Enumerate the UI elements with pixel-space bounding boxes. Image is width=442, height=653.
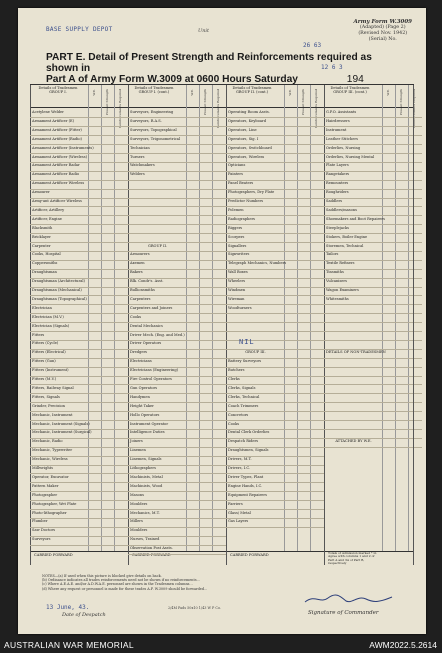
row-rule bbox=[128, 500, 226, 501]
trade-label: Bullionsmiths bbox=[130, 288, 155, 292]
trade-label: Roughriders bbox=[326, 190, 349, 195]
totals-note: Totals of Admission marked * in Agree with columns 1 and 2 of Part A and 3A of Part B, respectively bbox=[328, 551, 377, 566]
trade-label: Pattern Maker bbox=[32, 483, 59, 488]
form-ref-line4: (Serial) No. bbox=[368, 37, 397, 42]
trade-label: Draughtsman bbox=[32, 270, 57, 275]
form-ref-line3: (Revised Nov. 1942) bbox=[358, 31, 408, 36]
strength-table bbox=[30, 84, 414, 565]
trade-label: Armament Artificer (Radio) bbox=[32, 136, 82, 141]
trade-label: Electricians bbox=[130, 359, 152, 364]
nil-stamp: NIL bbox=[239, 338, 255, 346]
trade-label: Cooks bbox=[228, 421, 240, 426]
trade-label: Surveyors, Topographical bbox=[130, 127, 177, 132]
carried-forward-2: CARRIED FORWARD bbox=[132, 553, 171, 557]
sub-column-divider bbox=[186, 85, 187, 551]
sub-column-divider bbox=[284, 85, 285, 551]
trade-label: Bricklayer bbox=[32, 234, 51, 239]
row-rule bbox=[226, 313, 324, 314]
row-rule bbox=[30, 153, 128, 154]
notes-block bbox=[42, 574, 412, 591]
row-rule bbox=[226, 331, 324, 332]
trade-label: Armament Artificer Radar bbox=[32, 163, 80, 168]
trade-label: Coppersmiths bbox=[32, 261, 58, 266]
title-line1: PART E. Detail of Present Strength and Reinforcements required as shown in bbox=[46, 52, 372, 74]
trade-label: Tailors bbox=[326, 252, 339, 257]
form-ref-line1: Army Form W.3009 bbox=[353, 19, 412, 25]
trade-label: Operators, Wireless bbox=[228, 154, 265, 159]
row-rule bbox=[226, 153, 324, 154]
trade-label: Gun Operators bbox=[130, 385, 158, 390]
row-rule bbox=[324, 447, 422, 448]
row-rule bbox=[30, 322, 128, 323]
row-rule bbox=[128, 233, 226, 234]
trade-label: Cooks bbox=[130, 314, 142, 319]
row-rule bbox=[324, 358, 422, 359]
trade-label: Armourers bbox=[130, 252, 150, 257]
row-rule bbox=[324, 367, 422, 368]
row-rule bbox=[324, 384, 422, 385]
trade-label: Scorpers bbox=[228, 234, 245, 239]
trade-label: Clerks bbox=[228, 377, 240, 381]
trade-label: Surveyors bbox=[32, 537, 51, 542]
sub-column-divider bbox=[297, 85, 298, 551]
note-c: (c) Where A.E.A.E. and/or A.D.W.A.E. personnel are shown in the Tradesmen columns... bbox=[42, 582, 193, 587]
form-ref-line2: (Adapted) (Page 2) bbox=[359, 25, 406, 30]
group-column-divider bbox=[324, 85, 325, 565]
row-rule bbox=[324, 402, 422, 403]
sub-column-divider bbox=[101, 85, 102, 551]
trade-label: Artificer, Engine bbox=[32, 216, 62, 221]
accession-number: AWM2022.5.2614 bbox=[369, 640, 437, 650]
row-rule bbox=[324, 331, 422, 332]
note-a: NOTES—(a) If used when this picture is blocked give details on back. bbox=[42, 574, 162, 578]
trade-label: Photographer bbox=[32, 492, 58, 497]
row-rule bbox=[226, 144, 324, 145]
trade-label: Mechanic, Instrument (Surgical) bbox=[32, 430, 92, 435]
row-rule bbox=[324, 313, 422, 314]
trade-label: Whitesmiths bbox=[326, 296, 349, 301]
trade-label: Textile Refiners bbox=[326, 261, 355, 266]
trade-label: Carpenter bbox=[32, 243, 51, 248]
column-header-required: Reinforcements Required bbox=[412, 89, 416, 128]
trade-label: Dental Mechanics bbox=[130, 323, 163, 328]
trade-label: Machinists, Wood bbox=[130, 483, 163, 488]
trade-label: Painters bbox=[228, 172, 243, 177]
trade-label: Drivers, I.C. bbox=[228, 466, 251, 470]
archive-footer bbox=[0, 636, 442, 653]
trade-label: Welders bbox=[130, 172, 145, 177]
trade-label: Signwriters bbox=[228, 252, 250, 257]
trade-label: Gas Layers bbox=[228, 519, 249, 524]
form-reference bbox=[353, 19, 412, 43]
sub-column-divider bbox=[408, 85, 409, 551]
trade-label: Clerks, Signals bbox=[228, 385, 256, 390]
trade-label: Surveyors, Trigonometrical bbox=[130, 136, 181, 141]
trade-label: Drivers, M.T. bbox=[228, 457, 252, 462]
row-rule bbox=[324, 340, 422, 341]
trade-label: Watchmakers bbox=[130, 163, 155, 168]
trade-label: Armament Artificer Wireless bbox=[32, 181, 85, 186]
year: 194 bbox=[346, 74, 364, 85]
trade-label: Handymen bbox=[130, 394, 150, 399]
row-rule bbox=[226, 420, 324, 421]
trade-label: Armament Artificer (E) bbox=[32, 118, 75, 123]
signature-image bbox=[300, 592, 400, 606]
group1b-header: Details of Tradesmen GROUP I. (cont.) bbox=[134, 86, 174, 95]
row-rule bbox=[30, 509, 128, 510]
trade-label: Operator, Excavator bbox=[32, 474, 69, 479]
row-rule bbox=[30, 545, 128, 546]
trade-label: Saddlers/masons bbox=[326, 207, 357, 212]
trade-label: Draughtsmen, Signals bbox=[228, 448, 269, 453]
trade-label: Carpenters and Joiners bbox=[130, 305, 173, 310]
trade-label: Signallers bbox=[228, 243, 247, 248]
trade-label: Operators, Switchboard bbox=[228, 145, 272, 150]
trade-label: Electrician (Signals) bbox=[32, 323, 70, 328]
row-rule bbox=[324, 233, 422, 234]
trade-label: Predictor Numbers bbox=[228, 199, 264, 203]
trade-label: Turners bbox=[130, 154, 145, 159]
trade-label: Intelligence Duties bbox=[130, 430, 165, 435]
trade-label: Panel Beaters bbox=[228, 181, 254, 186]
row-rule bbox=[128, 554, 226, 555]
column-header-required: Reinforcements Required bbox=[216, 89, 220, 128]
trade-label: Fitters (Instrument) bbox=[32, 368, 69, 373]
trade-label: Fitters (Cycle) bbox=[32, 341, 59, 346]
column-header-present: Present Strength bbox=[301, 89, 305, 116]
trade-label: Radiographers bbox=[228, 216, 256, 221]
row-rule bbox=[324, 393, 422, 394]
column-header-required: Reinforcements Required bbox=[118, 89, 122, 128]
row-rule bbox=[226, 500, 324, 501]
trade-label: Armament Artificer Radio bbox=[32, 172, 80, 177]
trade-label: Fitters bbox=[32, 332, 45, 337]
row-rule bbox=[128, 242, 226, 243]
trade-label: Millers bbox=[130, 519, 143, 524]
trade-label: Photo-lithographer bbox=[32, 510, 67, 515]
trade-label: Instrument Operator bbox=[130, 421, 169, 426]
trade-label: Electricians (Engineering) bbox=[130, 368, 179, 373]
trade-label: Mechanic, Wireless bbox=[32, 457, 68, 462]
trade-label: Tinsmiths bbox=[326, 270, 344, 275]
trade-label: Plumber bbox=[32, 519, 48, 524]
group1-header: Details of Tradesmen GROUP I. bbox=[38, 86, 78, 95]
trade-label: Coach Trimmers bbox=[228, 403, 259, 408]
row-rule bbox=[324, 376, 422, 377]
trade-label: Surveyors, Engineering bbox=[130, 110, 174, 114]
trade-label: Orderlies, Nursing Mental bbox=[326, 154, 375, 159]
row-rule bbox=[324, 153, 422, 154]
row-rule bbox=[128, 198, 226, 199]
row-rule bbox=[226, 242, 324, 243]
trade-label: Butchers bbox=[228, 368, 245, 373]
trade-label: Observation Post Assts. bbox=[130, 546, 173, 551]
column-header-we: W.E. bbox=[190, 89, 194, 96]
sub-column-divider bbox=[382, 85, 383, 551]
row-rule bbox=[128, 189, 226, 190]
trade-label: Mechanic, Instrument (Signals) bbox=[32, 421, 90, 426]
column-header-present: Present Strength bbox=[203, 89, 207, 116]
trade-label: Height Taker bbox=[130, 403, 154, 408]
trade-label: Polemen bbox=[228, 207, 244, 212]
despatch-date-stamp: 13 June, 43. bbox=[46, 604, 90, 611]
carried-forward-1: CARRIED FORWARD bbox=[34, 553, 73, 557]
row-rule bbox=[128, 206, 226, 207]
row-rule bbox=[128, 313, 226, 314]
trade-label: Linemen bbox=[130, 448, 146, 453]
row-rule bbox=[30, 144, 128, 145]
column-header-present: Present Strength bbox=[399, 89, 403, 116]
trade-label: Mechanic, Instrument bbox=[32, 412, 73, 417]
printer-line: 2/4M Pads 50x10 1/43 W P Co. bbox=[168, 606, 222, 610]
trade-label: Fitters (Gun) bbox=[32, 359, 56, 364]
trade-label: Instrument bbox=[326, 127, 347, 132]
form-sheet bbox=[18, 8, 426, 634]
table-right-border bbox=[413, 85, 414, 565]
trade-label: Armament Artificer (Wireless) bbox=[32, 154, 87, 159]
trade-label: Artificer, Artillery bbox=[32, 207, 65, 212]
trade-label: Mechanic, Radio bbox=[32, 439, 63, 444]
sub-column-divider bbox=[114, 85, 115, 551]
trade-label: Mechanic, Typewriter bbox=[32, 448, 73, 453]
unit-stamp: BASE SUPPLY DEPOT bbox=[46, 26, 113, 33]
trade-label: Battery Surveyors bbox=[228, 359, 262, 364]
row-rule bbox=[226, 349, 324, 350]
sub-column-divider bbox=[212, 85, 213, 551]
trade-label: Armament Artificer (Instruments) bbox=[32, 145, 94, 150]
trade-label: Storemen, Technical bbox=[326, 243, 364, 248]
trade-label: Clerks, Technical bbox=[228, 394, 260, 399]
trade-label: DETAILS OF NON-TRADESMEN bbox=[326, 350, 386, 355]
trade-label: Engine Hands, I.C. bbox=[228, 483, 263, 488]
row-rule bbox=[128, 224, 226, 225]
trade-label: Bakers bbox=[130, 270, 143, 275]
trade-label: Vulcanisers bbox=[326, 279, 347, 284]
row-rule bbox=[226, 411, 324, 412]
trade-label: Saw Doctors bbox=[32, 528, 56, 533]
trade-label: G.P.O. Assistants bbox=[326, 110, 357, 114]
trade-label: Army-ant Artificer Wireless bbox=[32, 199, 82, 203]
row-rule bbox=[324, 411, 422, 412]
trade-label: Windmen bbox=[228, 288, 246, 292]
row-rule bbox=[128, 331, 226, 332]
trade-label: Remounters bbox=[326, 181, 349, 186]
trade-label: Dredgers bbox=[130, 350, 148, 355]
trade-label: Wall Boxes bbox=[228, 270, 248, 275]
trade-label: Saddlers bbox=[326, 199, 343, 203]
date-of-despatch-label: Date of Despatch bbox=[62, 612, 106, 618]
trade-label: Steeplejacks bbox=[326, 225, 350, 230]
column-header-required: Reinforcements Required bbox=[314, 89, 318, 128]
trade-label: Acetylene Welder bbox=[32, 110, 64, 114]
trade-label: Moulders bbox=[130, 528, 148, 533]
trade-label: Driver Operators bbox=[130, 341, 162, 346]
trade-label: Leather Stitchers bbox=[326, 136, 358, 141]
trade-label: Fitters (M.V.) bbox=[32, 377, 57, 381]
trade-label: Wireman bbox=[228, 296, 245, 301]
row-rule bbox=[324, 429, 422, 430]
trade-label: Millwrights bbox=[32, 466, 53, 470]
trade-label: Shoemakers and Boot Repairers bbox=[326, 216, 385, 221]
trade-label: Draughtsman (Architectural) bbox=[32, 279, 85, 284]
row-rule bbox=[128, 509, 226, 510]
trade-label: Armourer bbox=[32, 190, 50, 195]
trade-label: Woodturners bbox=[228, 305, 252, 310]
trade-label: Masons bbox=[130, 492, 144, 497]
form-title bbox=[46, 52, 406, 85]
trade-label: Operating Room Assts. bbox=[228, 110, 270, 114]
trade-label: GROUP III. bbox=[245, 350, 266, 355]
trade-label: Linemen, Signals bbox=[130, 457, 162, 462]
carried-forward-3: CARRIED FORWARD bbox=[230, 553, 269, 557]
trade-label: Electrician bbox=[32, 305, 52, 310]
trade-label: Joiners bbox=[130, 439, 143, 444]
sub-column-divider bbox=[199, 85, 200, 551]
row-rule bbox=[128, 411, 226, 412]
trade-label: Riggers bbox=[228, 225, 243, 230]
trade-label: Wagon Examiners bbox=[326, 288, 359, 292]
row-rule bbox=[226, 527, 324, 528]
trade-label: Blacksmith bbox=[32, 225, 53, 230]
trade-label: Opticians bbox=[228, 163, 246, 168]
trade-label: Surveyors, R.A.S. bbox=[130, 118, 162, 123]
trade-label: GROUP II. bbox=[147, 243, 168, 248]
row-rule bbox=[30, 500, 128, 501]
trade-label: Plate Layers bbox=[326, 163, 349, 168]
date-stamp: 12 6 3 bbox=[321, 64, 343, 71]
archive-name: AUSTRALIAN WAR MEMORIAL bbox=[4, 640, 134, 650]
group-column-divider bbox=[30, 85, 31, 565]
row-rule bbox=[128, 180, 226, 181]
title-line2: Part A of Army Form W.3009 at 0600 Hours Saturday bbox=[46, 74, 298, 85]
row-rule bbox=[226, 322, 324, 323]
trade-label: Grinder, Precision bbox=[32, 403, 65, 408]
sub-column-divider bbox=[395, 85, 396, 551]
trade-label: Hollo Operators bbox=[130, 412, 160, 417]
row-rule bbox=[128, 215, 226, 216]
row-rule bbox=[30, 420, 128, 421]
row-rule bbox=[30, 233, 128, 234]
trade-label: Photographer, Wet Plate bbox=[32, 501, 77, 506]
trade-label: Carpenters bbox=[130, 296, 151, 301]
trade-label: Moulders bbox=[130, 501, 148, 506]
trade-label: Wheelers bbox=[228, 279, 246, 284]
trade-label: Operators, Sig. I bbox=[228, 136, 259, 141]
row-rule bbox=[324, 304, 422, 305]
row-rule bbox=[324, 242, 422, 243]
row-rule bbox=[324, 251, 422, 252]
trade-label: Fitters, Railway Signal bbox=[32, 385, 74, 390]
row-rule bbox=[30, 242, 128, 243]
sub-column-divider bbox=[310, 85, 311, 551]
row-rule bbox=[128, 153, 226, 154]
note-d: (d) Where any request or personnel is made for these trades A.F. W.3009 should be forwarded... bbox=[42, 586, 208, 591]
row-rule bbox=[226, 509, 324, 510]
group-column-divider bbox=[226, 85, 227, 565]
trade-label: Lithographers bbox=[130, 466, 156, 470]
trade-label: Blk. Condr's. Asst. bbox=[130, 279, 164, 284]
trade-label: Operators, Line bbox=[228, 127, 257, 132]
trade-label: Fitters, Signals bbox=[32, 394, 60, 399]
row-rule bbox=[128, 420, 226, 421]
trade-label: Cooks, Hospital bbox=[32, 252, 61, 257]
column-header-present: Present Strength bbox=[105, 89, 109, 116]
row-rule bbox=[324, 322, 422, 323]
trade-label: Stokers, Boiler Engine bbox=[326, 234, 368, 239]
trade-label: Hairdressers bbox=[326, 118, 350, 123]
column-header-we: W.E. bbox=[92, 89, 96, 96]
column-header-we: W.E. bbox=[288, 89, 292, 96]
trade-label: Photographers, Dry Plate bbox=[228, 190, 275, 195]
trade-label: Axemen bbox=[130, 261, 145, 266]
trade-label: ATTACHED BY W.E. bbox=[335, 439, 372, 444]
trade-label: Driver Mech. (Eng. and Med.) bbox=[130, 332, 185, 337]
row-rule bbox=[226, 233, 324, 234]
row-rule bbox=[30, 331, 128, 332]
trade-label: Operators, Keyboard bbox=[228, 118, 267, 123]
trade-label: Telegraph Mechanics, Numbers bbox=[228, 261, 287, 266]
sub-column-divider bbox=[88, 85, 89, 551]
column-header-we: W.E. bbox=[386, 89, 390, 96]
trade-label: Armament Artificer (Fitter) bbox=[32, 127, 82, 132]
row-rule bbox=[324, 144, 422, 145]
serial-number: 26 63 bbox=[303, 42, 322, 49]
row-rule bbox=[226, 376, 324, 377]
trade-label: Dental Clerk Orderlies bbox=[228, 430, 270, 435]
trade-label: Electrician (M.V.) bbox=[32, 314, 64, 319]
signature-label: Signature of Commander bbox=[308, 610, 379, 616]
group3-header: Details of Tradesmen GROUP III. (cont.) bbox=[330, 86, 370, 95]
row-rule bbox=[128, 144, 226, 145]
trade-label: Mechanics, M.T. bbox=[130, 510, 160, 515]
trade-label: Equipment Repairers bbox=[228, 492, 267, 497]
trade-label: Rangetakers bbox=[326, 172, 350, 177]
trade-label: Driver Types, Plant bbox=[228, 474, 264, 479]
row-rule bbox=[30, 411, 128, 412]
trade-label: Machinists, Metal bbox=[130, 474, 163, 479]
row-rule bbox=[324, 420, 422, 421]
trade-label: Farriers bbox=[228, 501, 243, 506]
trade-label: Fitters (Electrical) bbox=[32, 350, 66, 355]
trade-label: Nurses, Trained bbox=[130, 537, 160, 542]
group-column-divider bbox=[128, 85, 129, 565]
trade-label: Draughtsman (Topographical) bbox=[32, 296, 87, 301]
row-rule bbox=[128, 322, 226, 323]
trade-label: Orderlies, Nursing bbox=[326, 145, 361, 150]
note-b: (b) Ordinance indicates all trades reinforcements need not be shown if no reinforcements... bbox=[42, 578, 200, 583]
trade-label: Technician bbox=[130, 145, 150, 150]
trade-label: Draughtsman (Mechanical) bbox=[32, 288, 82, 292]
trade-label: Fire Control Operators bbox=[130, 377, 172, 381]
unit-label: Unit bbox=[198, 28, 210, 34]
group2-header: Details of Tradesmen GROUP II. (cont.) bbox=[232, 86, 272, 95]
trade-label: Glass/ Metal bbox=[228, 510, 251, 515]
trade-label: Despatch Riders bbox=[228, 439, 259, 444]
trade-label: Concretors bbox=[228, 412, 249, 417]
